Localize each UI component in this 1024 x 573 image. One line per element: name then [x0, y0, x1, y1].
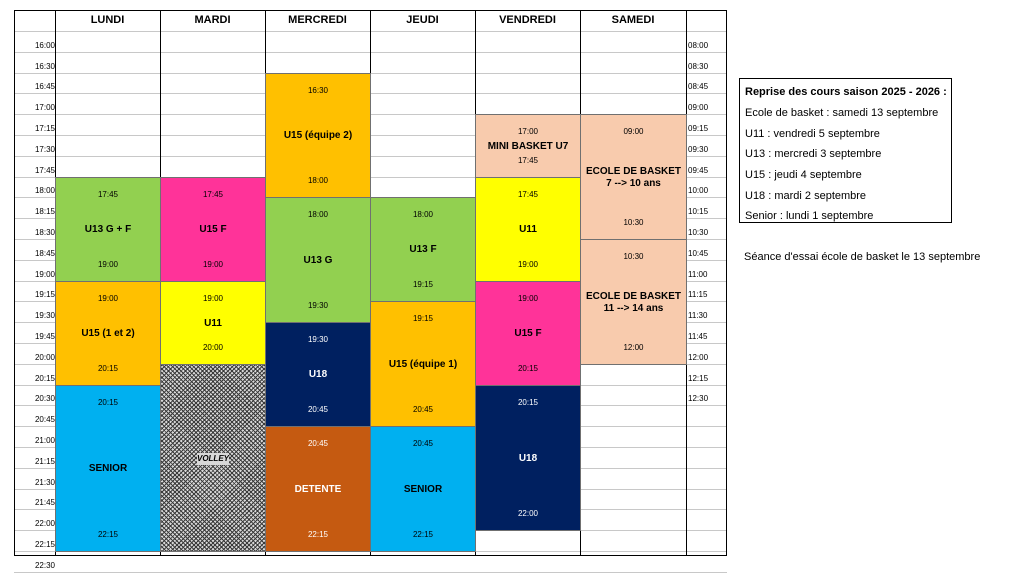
session-block [55, 177, 161, 282]
info-line-u15: U15 : jeudi 4 septembre [745, 169, 862, 181]
weekly-schedule-grid [14, 10, 727, 570]
session-end-time: 20:15 [97, 364, 119, 373]
session-start-time: 19:30 [307, 335, 329, 344]
info-line-u18: U18 : mardi 2 septembre [745, 190, 867, 202]
day-header: MARDI [194, 14, 231, 26]
time-label-left: 17:00 [34, 103, 55, 112]
session-label: U15 (équipe 2) [283, 130, 353, 141]
time-label-right: 12:00 [688, 353, 709, 362]
time-label-left: 20:00 [34, 353, 55, 362]
info-line-senior: Senior : lundi 1 septembre [745, 210, 874, 222]
session-start-time: 19:00 [97, 294, 119, 303]
session-end-time: 12:00 [623, 343, 644, 352]
day-header: MERCREDI [288, 14, 347, 26]
session-end-time: 10:30 [623, 218, 644, 227]
session-label: DETENTE [294, 484, 342, 495]
time-label-left: 22:00 [34, 519, 55, 528]
session-start-time: 16:30 [307, 86, 329, 95]
time-label-right: 10:45 [688, 249, 709, 258]
day-header: SAMEDI [611, 14, 655, 26]
time-label-left: 19:15 [34, 290, 55, 299]
time-label-left: 18:00 [34, 186, 55, 195]
time-label-left: 21:30 [34, 478, 55, 487]
time-label-left: 20:45 [34, 415, 55, 424]
session-label: U11 [204, 318, 222, 329]
time-label-left: 16:00 [34, 41, 55, 50]
session-start-time: 19:00 [517, 294, 539, 303]
day-header: VENDREDI [499, 14, 556, 26]
time-label-left: 17:15 [34, 124, 55, 133]
time-label-left: 20:30 [34, 394, 55, 403]
session-end-time: 20:00 [202, 343, 224, 352]
session-label: U15 (équipe 1) [388, 359, 458, 370]
session-start-time: 17:45 [202, 190, 224, 199]
session-label: U13 G + F [84, 224, 132, 235]
session-label: U11 [519, 224, 537, 235]
session-label: ECOLE DE BASKET [585, 291, 681, 302]
session-start-time: 10:30 [623, 252, 644, 261]
session-start-time: 18:00 [412, 210, 434, 219]
time-label-right: 12:30 [688, 394, 709, 403]
session-start-time: 17:00 [517, 127, 539, 136]
session-end-time: 19:15 [412, 280, 434, 289]
day-header: LUNDI [90, 14, 125, 26]
time-label-left: 18:45 [34, 249, 55, 258]
time-label-left: 16:30 [34, 62, 55, 71]
session-start-time: 19:15 [412, 314, 434, 323]
session-block [55, 385, 161, 552]
time-label-left: 17:30 [34, 145, 55, 154]
info-line-ecole: Ecole de basket : samedi 13 septembre [745, 107, 939, 119]
session-start-time: 20:15 [97, 398, 119, 407]
session-block [370, 301, 476, 427]
time-label-left: 18:15 [34, 207, 55, 216]
session-label: U13 F [409, 244, 437, 255]
session-block [265, 322, 371, 427]
session-label: SENIOR [88, 463, 128, 474]
session-end-time: 19:00 [97, 260, 119, 269]
session-end-time: 20:45 [307, 405, 329, 414]
session-start-time: 09:00 [623, 127, 644, 136]
session-label: 7 --> 10 ans [606, 178, 661, 189]
session-block [265, 426, 371, 552]
session-block [580, 114, 687, 240]
session-block [55, 281, 161, 386]
time-label-left: 21:00 [34, 436, 55, 445]
session-label: U18 [518, 453, 538, 464]
time-label-left: 22:15 [34, 540, 55, 549]
session-block [160, 177, 266, 282]
session-block [370, 197, 476, 302]
session-block [475, 281, 581, 386]
session-label: VOLLEY [196, 454, 229, 463]
session-start-time: 18:00 [307, 210, 329, 219]
info-line-u11: U11 : vendredi 5 septembre [745, 128, 880, 140]
session-block [160, 364, 266, 552]
session-block [265, 197, 371, 323]
time-label-right: 09:00 [688, 103, 709, 112]
info-line-u13: U13 : mercredi 3 septembre [745, 148, 882, 160]
session-end-time: 22:00 [517, 509, 539, 518]
time-label-right: 10:00 [688, 186, 709, 195]
time-label-right: 11:45 [688, 332, 708, 341]
session-start-time: 17:45 [97, 190, 119, 199]
session-start-time: 20:15 [517, 398, 539, 407]
info-title: Reprise des cours saison 2025 - 2026 : [745, 86, 947, 98]
session-block [475, 385, 581, 531]
season-resumption-box [739, 78, 952, 223]
session-block [370, 426, 476, 552]
session-label: U18 [308, 369, 328, 380]
time-label-left: 16:45 [34, 82, 55, 91]
time-label-left: 19:45 [34, 332, 55, 341]
session-block [265, 73, 371, 198]
time-label-right: 08:45 [688, 82, 709, 91]
time-label-left: 17:45 [34, 166, 55, 175]
time-label-left: 18:30 [34, 228, 55, 237]
day-header: JEUDI [406, 14, 439, 26]
session-label: U15 F [514, 328, 542, 339]
session-end-time: 19:00 [517, 260, 539, 269]
time-label-right: 08:00 [688, 41, 709, 50]
session-start-time: 17:45 [517, 190, 539, 199]
session-label: ECOLE DE BASKET [585, 166, 681, 177]
session-end-time: 22:15 [97, 530, 119, 539]
session-block [580, 239, 687, 365]
time-label-left: 19:30 [34, 311, 55, 320]
session-block [475, 114, 581, 178]
time-label-left: 19:00 [34, 270, 55, 279]
time-label-right: 11:15 [688, 290, 708, 299]
session-end-time: 18:00 [307, 176, 329, 185]
session-label: 11 --> 14 ans [603, 303, 664, 314]
session-start-time: 20:45 [307, 439, 329, 448]
session-end-time: 20:15 [517, 364, 539, 373]
session-end-time: 22:15 [307, 530, 329, 539]
time-label-right: 11:30 [688, 311, 708, 320]
session-start-time: 19:00 [202, 294, 224, 303]
time-label-right: 12:15 [688, 374, 709, 383]
time-label-left: 22:30 [34, 561, 55, 570]
time-label-left: 21:45 [34, 498, 55, 507]
time-label-right: 09:30 [688, 145, 709, 154]
time-label-right: 11:00 [688, 270, 708, 279]
session-start-time: 20:45 [412, 439, 434, 448]
session-end-time: 22:15 [412, 530, 434, 539]
session-block [475, 177, 581, 282]
session-label: MINI BASKET U7 [487, 141, 569, 152]
session-end-time: 19:00 [202, 260, 224, 269]
trial-session-note: Séance d'essai école de basket le 13 septembre [744, 251, 981, 263]
session-label: U13 G [303, 255, 333, 266]
session-label: U15 (1 et 2) [81, 328, 135, 339]
session-end-time: 20:45 [412, 405, 434, 414]
session-end-time: 17:45 [517, 156, 539, 165]
time-label-left: 20:15 [34, 374, 55, 383]
time-label-right: 09:15 [688, 124, 709, 133]
session-label: U15 F [199, 224, 227, 235]
time-label-right: 09:45 [688, 166, 709, 175]
time-label-right: 10:15 [688, 207, 709, 216]
session-label: SENIOR [403, 484, 443, 495]
session-end-time: 19:30 [307, 301, 329, 310]
session-block [160, 281, 266, 365]
time-label-right: 08:30 [688, 62, 709, 71]
time-label-right: 10:30 [688, 228, 709, 237]
time-label-left: 21:15 [34, 457, 55, 466]
